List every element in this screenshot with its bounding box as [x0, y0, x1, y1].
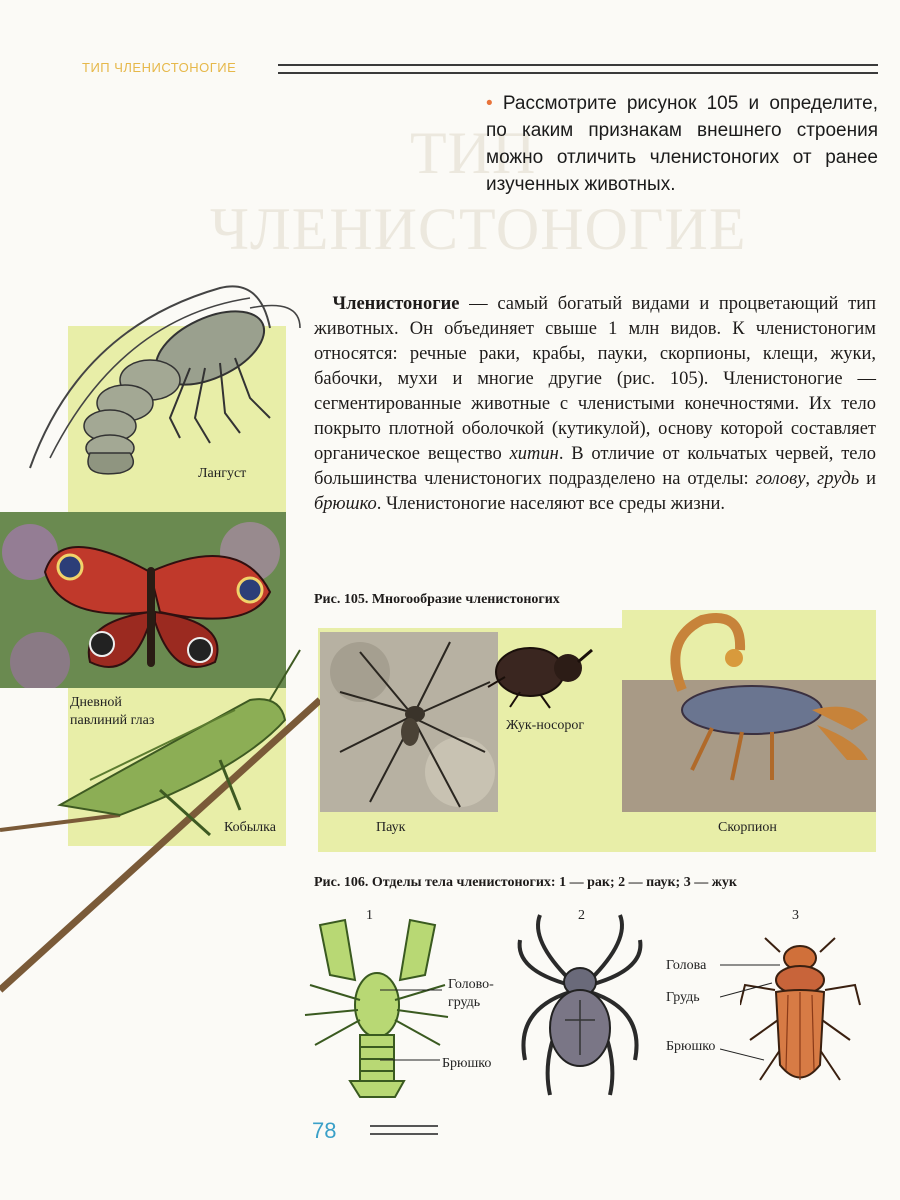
langust-illustration: [20, 268, 310, 488]
label-chest: Грудь: [666, 990, 700, 1005]
caption-butterfly-line-2: павлиний глаз: [70, 713, 155, 728]
term-chest: грудь: [816, 469, 860, 489]
figure-105-caption: Рис. 105. Многообразие членистоногих: [314, 592, 560, 607]
label-cephalothorax-line-1: Голово-: [448, 977, 494, 992]
ghost-title-line-1: ТИП: [410, 120, 537, 186]
footer-rule: [370, 1125, 438, 1135]
running-head: ТИП ЧЛЕНИСТОНОГИЕ: [82, 60, 237, 75]
term-arthropods: Членистоногие: [332, 294, 460, 314]
term-head: голову: [755, 469, 806, 489]
header-rule: [278, 64, 878, 74]
figure-106-caption: Рис. 106. Отделы тела членистоногих: 1 — рак; 2 — паук; 3 — жук: [314, 875, 737, 890]
term-abdomen: брюшко: [314, 494, 377, 514]
page-number: 78: [312, 1118, 337, 1143]
main-text-comma: ,: [805, 469, 817, 489]
caption-beetle: Жук-носорог: [506, 718, 585, 733]
ghost-title-line-2: ЧЛЕНИСТОНОГИЕ: [210, 196, 747, 262]
figure-106-number-3: 3: [792, 908, 799, 923]
figure-106-number-2: 2: [578, 908, 585, 923]
main-text-and: и: [859, 469, 876, 489]
beetle-label-lines: [720, 955, 810, 1075]
question-bullet: •: [486, 93, 493, 114]
question-text: Рассмотрите рисунок 105 и определите, по каким признакам внешнего строения можно отличить членистоногих от ранее изученных животных.: [486, 93, 878, 195]
rhino-beetle-illustration: [480, 632, 600, 712]
main-text-part-3: . Членистоногие населяют все среды жизни.: [376, 494, 726, 514]
caption-grasshopper: Кобылка: [224, 820, 276, 835]
caption-spider: Паук: [376, 820, 406, 835]
main-text-part-1: — самый богатый видами и процветающий тип животных. Он объединяет свыше 1 млн видов. К членистоногим относятся: речные раки, крабы, пауки, скорпионы, клещи, жуки, бабочки, мухи и многие другие (рис. 105). Членистоногие — сегментированные животные с членистыми конечностями. Их тело покрыто плотной оболочкой (кутикулой), основу которой составляет органическое вещество: [314, 294, 876, 464]
grasshopper-illustration: [0, 640, 330, 1000]
scorpion-illustration: [622, 610, 876, 812]
caption-butterfly-line-1: Дневной: [70, 695, 122, 710]
label-abdomen-beetle: Брюшко: [666, 1039, 716, 1054]
label-abdomen-crayfish: Брюшко: [442, 1056, 492, 1071]
term-chitin: хитин: [509, 444, 559, 464]
figure-106-number-1: 1: [366, 908, 373, 923]
spider-photo: [320, 632, 498, 812]
spider-illustration: [320, 632, 498, 812]
label-cephalothorax-line-2: грудь: [448, 995, 481, 1010]
question-block: [486, 90, 878, 198]
scorpion-photo: [622, 610, 876, 812]
label-head: Голова: [666, 958, 707, 973]
main-paragraph: [314, 292, 876, 517]
spider-diagram: [510, 910, 650, 1100]
caption-scorpion: Скорпион: [718, 820, 777, 835]
label-cephalothorax: [448, 976, 494, 1012]
main-text-part-2: . В отличие от кольчатых червей, тело большинства членистоногих подразделено на отделы:: [314, 444, 876, 489]
caption-langust: Лангуст: [198, 466, 247, 481]
